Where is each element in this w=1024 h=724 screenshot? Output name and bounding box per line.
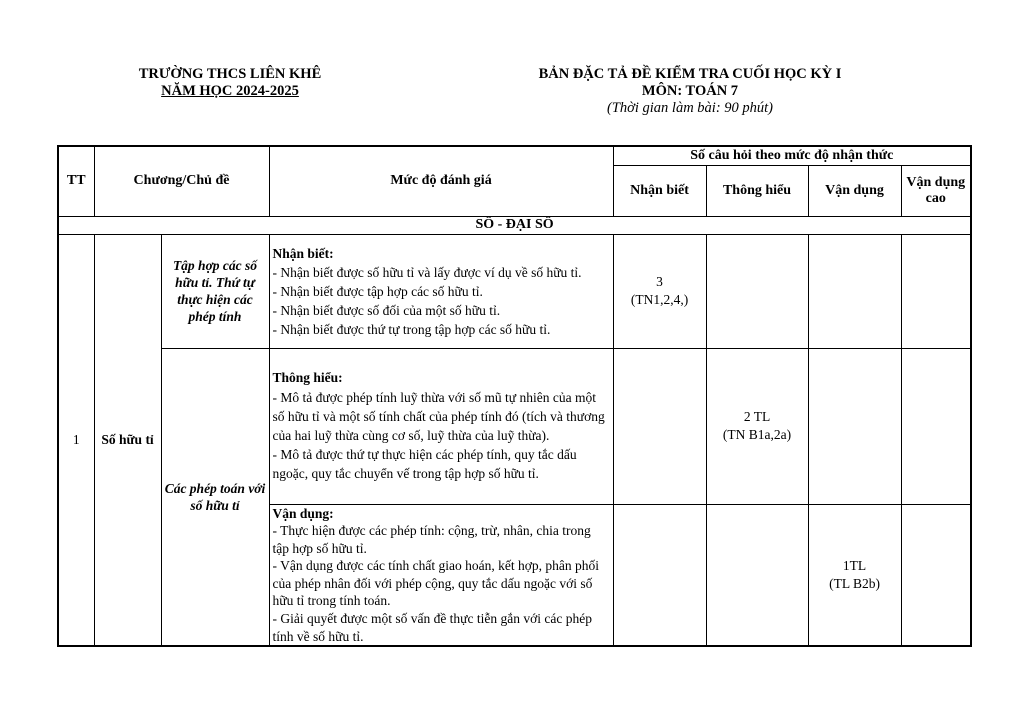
criteria-line: - Giải quyết được một số vấn đề thực tiễn gắn với các phép tính về số hữu tỉ. xyxy=(272,611,592,644)
count-application xyxy=(808,504,901,646)
school-header xyxy=(100,66,360,100)
col-header-van-dung-cao: Vận dụng cao xyxy=(901,165,971,216)
criteria-heading: Nhận biết: xyxy=(272,245,334,261)
empty-cell xyxy=(706,234,808,348)
topic-recognition: Tập hợp các số hữu tỉ. Thứ tự thực hiện các phép tính xyxy=(161,234,269,348)
specification-table xyxy=(57,145,972,647)
criteria-comprehension xyxy=(269,348,613,504)
criteria-line: - Mô tả được thứ tự thực hiện các phép tính, quy tắc dấu ngoặc, quy tắc chuyển vế trong tập hợp số hữu tỉ. xyxy=(272,447,577,482)
count-code: (TL B2b) xyxy=(829,575,880,591)
criteria-line: - Nhận biết được số hữu tỉ và lấy được ví dụ về số hữu tỉ. xyxy=(272,264,582,280)
document-header xyxy=(500,66,880,117)
count-code: (TN1,2,4,) xyxy=(630,292,689,307)
document-subject: MÔN: TOÁN 7 xyxy=(641,83,739,99)
empty-cell xyxy=(706,504,808,646)
criteria-bullets xyxy=(273,522,610,645)
criteria-line: - Vận dụng được các tính chất giao hoán, kết hợp, phân phối của phép nhân đối với phép cộng, quy tắc dấu ngoặc với số hữu tỉ trong tính toán. xyxy=(272,558,600,609)
empty-cell xyxy=(808,234,901,348)
document-duration: (Thời gian làm bài: 90 phút) xyxy=(606,100,774,116)
criteria-heading: Thông hiểu: xyxy=(272,370,343,386)
col-header-tt: TT xyxy=(58,146,94,216)
count-value: 2 TL xyxy=(743,409,771,424)
criteria-line: - Nhận biết được số đối của một số hữu tỉ. xyxy=(272,302,501,318)
section-title: SỐ - ĐẠI SỐ xyxy=(58,216,971,234)
empty-cell xyxy=(808,348,901,504)
document-title: BẢN ĐẶC TẢ ĐỀ KIỂM TRA CUỐI HỌC KỲ I xyxy=(538,66,842,82)
count-value: 3 xyxy=(656,274,663,289)
school-name: TRƯỜNG THCS LIÊN KHÊ xyxy=(138,66,322,82)
row-number: 1 xyxy=(58,234,94,646)
criteria-bullets xyxy=(273,388,610,484)
col-header-chapter: Chương/Chủ đề xyxy=(94,146,269,216)
criteria-line: - Mô tả được phép tính luỹ thừa với số mũ tự nhiên của một số hữu tỉ và một số tính chất của phép tính đó (tích và thương của hai luỹ thừa cùng cơ số, luỹ thừa của luỹ thừa). xyxy=(272,389,605,443)
count-value: 1TL xyxy=(842,557,867,573)
topic-operations: Các phép toán với số hữu tỉ xyxy=(161,348,269,646)
empty-cell xyxy=(901,348,971,504)
empty-cell xyxy=(901,504,971,646)
count-comprehension xyxy=(706,348,808,504)
col-header-van-dung: Vận dụng xyxy=(808,165,901,216)
criteria-bullets xyxy=(273,263,610,339)
empty-cell xyxy=(613,348,706,504)
chapter-name: Số hữu tỉ xyxy=(94,234,161,646)
empty-cell xyxy=(613,504,706,646)
col-header-question-count-group: Số câu hỏi theo mức độ nhận thức xyxy=(613,146,971,165)
criteria-line: - Nhận biết được tập hợp các số hữu tỉ. xyxy=(272,283,483,299)
criteria-heading: Vận dụng: xyxy=(272,505,334,521)
count-code: (TN B1a,2a) xyxy=(722,427,792,442)
criteria-application xyxy=(269,504,613,646)
empty-cell xyxy=(901,234,971,348)
school-year: NĂM HỌC 2024-2025 xyxy=(161,83,299,99)
criteria-recognition xyxy=(269,234,613,348)
count-recognition xyxy=(613,234,706,348)
criteria-line: - Nhận biết được thứ tự trong tập hợp các số hữu tỉ. xyxy=(272,321,551,337)
col-header-assessment: Mức độ đánh giá xyxy=(269,146,613,216)
col-header-nhan-biet: Nhận biết xyxy=(613,165,706,216)
criteria-line: - Thực hiện được các phép tính: cộng, trừ, nhân, chia trong tập hợp số hữu tỉ. xyxy=(272,523,591,556)
col-header-thong-hieu: Thông hiểu xyxy=(706,165,808,216)
